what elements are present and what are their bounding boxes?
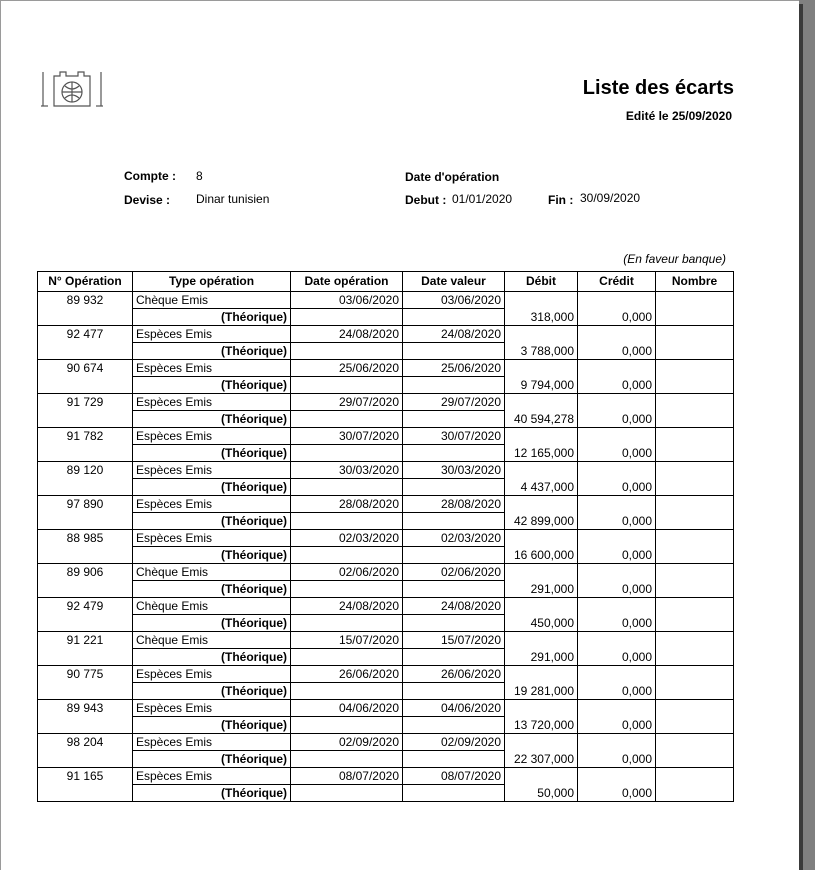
report-title: Liste des écarts <box>582 77 734 99</box>
cell-theoretical-date-operation <box>291 717 403 734</box>
cell-date-valeur: 24/08/2020 <box>403 598 505 615</box>
table-row <box>38 598 734 615</box>
cell-theoretical-date-valeur <box>403 309 505 326</box>
cell-theoretical-date-operation <box>291 343 403 360</box>
cell-num-operation: 88 985 <box>38 530 133 564</box>
cell-type-operation: Chèque Emis <box>133 292 291 309</box>
edit-date-line <box>626 109 732 123</box>
cell-nombre <box>656 496 734 530</box>
cell-debit: 19 281,000 <box>505 666 578 700</box>
cell-num-operation: 89 932 <box>38 292 133 326</box>
cell-date-operation: 02/03/2020 <box>291 530 403 547</box>
cell-theoretical-date-operation <box>291 547 403 564</box>
cell-type-operation: Espèces Emis <box>133 360 291 377</box>
cell-debit: 50,000 <box>505 768 578 802</box>
cell-type-operation: Espèces Emis <box>133 734 291 751</box>
devise-value: Dinar tunisien <box>196 192 270 206</box>
cell-nombre <box>656 360 734 394</box>
cell-debit: 291,000 <box>505 632 578 666</box>
cell-date-operation: 03/06/2020 <box>291 292 403 309</box>
cell-date-valeur: 29/07/2020 <box>403 394 505 411</box>
cell-theoretical-label: (Théorique) <box>133 377 291 394</box>
table-row <box>38 734 734 751</box>
cell-date-operation: 30/03/2020 <box>291 462 403 479</box>
cell-date-valeur: 28/08/2020 <box>403 496 505 513</box>
cell-credit: 0,000 <box>578 734 656 768</box>
cell-credit: 0,000 <box>578 360 656 394</box>
cell-theoretical-date-valeur <box>403 377 505 394</box>
cell-date-operation: 02/09/2020 <box>291 734 403 751</box>
cell-date-valeur: 24/08/2020 <box>403 326 505 343</box>
table-row <box>38 666 734 683</box>
cell-theoretical-date-valeur <box>403 785 505 802</box>
header-type-operation: Type opération <box>133 272 291 292</box>
cell-type-operation: Espèces Emis <box>133 768 291 785</box>
cell-type-operation: Chèque Emis <box>133 632 291 649</box>
cell-theoretical-label: (Théorique) <box>133 785 291 802</box>
cell-num-operation: 89 943 <box>38 700 133 734</box>
cell-date-valeur: 25/06/2020 <box>403 360 505 377</box>
cell-type-operation: Espèces Emis <box>133 462 291 479</box>
cell-num-operation: 92 479 <box>38 598 133 632</box>
cell-nombre <box>656 394 734 428</box>
cell-date-valeur: 30/03/2020 <box>403 462 505 479</box>
cell-theoretical-date-operation <box>291 785 403 802</box>
cell-num-operation: 98 204 <box>38 734 133 768</box>
cell-nombre <box>656 326 734 360</box>
cell-nombre <box>656 428 734 462</box>
cell-credit: 0,000 <box>578 428 656 462</box>
cell-debit: 4 437,000 <box>505 462 578 496</box>
cell-theoretical-date-valeur <box>403 513 505 530</box>
cell-nombre <box>656 632 734 666</box>
cell-theoretical-label: (Théorique) <box>133 343 291 360</box>
cell-theoretical-label: (Théorique) <box>133 411 291 428</box>
table-row <box>38 462 734 479</box>
cell-num-operation: 90 775 <box>38 666 133 700</box>
cell-theoretical-date-operation <box>291 513 403 530</box>
cell-nombre <box>656 734 734 768</box>
cell-nombre <box>656 292 734 326</box>
cell-debit: 450,000 <box>505 598 578 632</box>
cell-credit: 0,000 <box>578 564 656 598</box>
compte-value: 8 <box>196 169 203 183</box>
cell-theoretical-label: (Théorique) <box>133 445 291 462</box>
cell-credit: 0,000 <box>578 496 656 530</box>
table-row <box>38 564 734 581</box>
debut-value: 01/01/2020 <box>452 192 513 206</box>
cell-theoretical-date-valeur <box>403 411 505 428</box>
cell-credit: 0,000 <box>578 326 656 360</box>
cell-credit: 0,000 <box>578 700 656 734</box>
cell-date-valeur: 26/06/2020 <box>403 666 505 683</box>
cell-theoretical-label: (Théorique) <box>133 717 291 734</box>
cell-theoretical-label: (Théorique) <box>133 649 291 666</box>
cell-nombre <box>656 462 734 496</box>
cell-date-valeur: 03/06/2020 <box>403 292 505 309</box>
cell-date-operation: 29/07/2020 <box>291 394 403 411</box>
cell-type-operation: Espèces Emis <box>133 326 291 343</box>
bank-favor-note: (En faveur banque) <box>623 252 726 266</box>
bank-logo-icon <box>40 68 104 110</box>
cell-date-operation: 30/07/2020 <box>291 428 403 445</box>
cell-num-operation: 90 674 <box>38 360 133 394</box>
cell-date-valeur: 08/07/2020 <box>403 768 505 785</box>
date-operation-label: Date d'opération <box>405 170 500 184</box>
cell-theoretical-date-valeur <box>403 445 505 462</box>
cell-type-operation: Chèque Emis <box>133 564 291 581</box>
devise-label: Devise : <box>124 193 171 207</box>
header-date-valeur: Date valeur <box>403 272 505 292</box>
cell-type-operation: Espèces Emis <box>133 394 291 411</box>
cell-date-operation: 02/06/2020 <box>291 564 403 581</box>
cell-date-operation: 24/08/2020 <box>291 598 403 615</box>
cell-theoretical-date-valeur <box>403 751 505 768</box>
cell-date-valeur: 02/03/2020 <box>403 530 505 547</box>
cell-debit: 318,000 <box>505 292 578 326</box>
cell-debit: 42 899,000 <box>505 496 578 530</box>
page-edge-top <box>0 0 799 1</box>
debut-label: Debut : <box>405 193 447 207</box>
table-row <box>38 360 734 377</box>
edit-date: 25/09/2020 <box>671 109 732 123</box>
cell-nombre <box>656 530 734 564</box>
table-row <box>38 496 734 513</box>
cell-credit: 0,000 <box>578 598 656 632</box>
cell-type-operation: Espèces Emis <box>133 496 291 513</box>
cell-date-valeur: 30/07/2020 <box>403 428 505 445</box>
cell-nombre <box>656 564 734 598</box>
cell-theoretical-date-operation <box>291 479 403 496</box>
table-row <box>38 326 734 343</box>
header-date-operation: Date opération <box>291 272 403 292</box>
cell-num-operation: 89 906 <box>38 564 133 598</box>
cell-num-operation: 89 120 <box>38 462 133 496</box>
cell-theoretical-label: (Théorique) <box>133 309 291 326</box>
edit-label: Edité le <box>625 109 669 123</box>
cell-debit: 16 600,000 <box>505 530 578 564</box>
cell-date-operation: 08/07/2020 <box>291 768 403 785</box>
cell-theoretical-label: (Théorique) <box>133 751 291 768</box>
table-header-row <box>38 272 734 292</box>
cell-debit: 291,000 <box>505 564 578 598</box>
cell-type-operation: Espèces Emis <box>133 666 291 683</box>
cell-date-operation: 15/07/2020 <box>291 632 403 649</box>
cell-nombre <box>656 598 734 632</box>
cell-nombre <box>656 666 734 700</box>
cell-theoretical-date-operation <box>291 649 403 666</box>
fin-value: 30/09/2020 <box>580 191 641 205</box>
table-row <box>38 700 734 717</box>
cell-theoretical-label: (Théorique) <box>133 683 291 700</box>
cell-theoretical-date-operation <box>291 615 403 632</box>
fin-label: Fin : <box>548 193 574 207</box>
table-row <box>38 394 734 411</box>
table-row <box>38 292 734 309</box>
cell-credit: 0,000 <box>578 394 656 428</box>
cell-num-operation: 91 165 <box>38 768 133 802</box>
cell-date-operation: 26/06/2020 <box>291 666 403 683</box>
cell-theoretical-date-operation <box>291 751 403 768</box>
cell-theoretical-label: (Théorique) <box>133 547 291 564</box>
cell-credit: 0,000 <box>578 666 656 700</box>
header-debit: Débit <box>505 272 578 292</box>
cell-num-operation: 91 221 <box>38 632 133 666</box>
cell-theoretical-label: (Théorique) <box>133 479 291 496</box>
cell-type-operation: Espèces Emis <box>133 428 291 445</box>
compte-label: Compte : <box>124 169 176 183</box>
cell-num-operation: 91 729 <box>38 394 133 428</box>
table-row <box>38 768 734 785</box>
cell-date-operation: 04/06/2020 <box>291 700 403 717</box>
cell-theoretical-label: (Théorique) <box>133 513 291 530</box>
cell-date-operation: 24/08/2020 <box>291 326 403 343</box>
cell-theoretical-date-valeur <box>403 717 505 734</box>
cell-type-operation: Espèces Emis <box>133 530 291 547</box>
cell-date-valeur: 04/06/2020 <box>403 700 505 717</box>
cell-nombre <box>656 768 734 802</box>
cell-nombre <box>656 700 734 734</box>
header-nombre: Nombre <box>656 272 734 292</box>
cell-credit: 0,000 <box>578 292 656 326</box>
cell-type-operation: Espèces Emis <box>133 700 291 717</box>
cell-theoretical-date-operation <box>291 411 403 428</box>
header-credit: Crédit <box>578 272 656 292</box>
cell-theoretical-date-operation <box>291 377 403 394</box>
cell-type-operation: Chèque Emis <box>133 598 291 615</box>
cell-debit: 9 794,000 <box>505 360 578 394</box>
cell-theoretical-date-valeur <box>403 683 505 700</box>
cell-debit: 22 307,000 <box>505 734 578 768</box>
cell-date-operation: 28/08/2020 <box>291 496 403 513</box>
cell-theoretical-date-valeur <box>403 343 505 360</box>
cell-theoretical-date-valeur <box>403 615 505 632</box>
header-num-operation: N° Opération <box>38 272 133 292</box>
cell-theoretical-date-valeur <box>403 581 505 598</box>
cell-debit: 40 594,278 <box>505 394 578 428</box>
table-row <box>38 632 734 649</box>
cell-num-operation: 97 890 <box>38 496 133 530</box>
cell-date-valeur: 02/09/2020 <box>403 734 505 751</box>
cell-theoretical-date-operation <box>291 309 403 326</box>
page-edge-left <box>0 0 1 870</box>
cell-debit: 12 165,000 <box>505 428 578 462</box>
table-row <box>38 428 734 445</box>
cell-theoretical-date-operation <box>291 683 403 700</box>
cell-credit: 0,000 <box>578 462 656 496</box>
cell-theoretical-label: (Théorique) <box>133 615 291 632</box>
cell-num-operation: 91 782 <box>38 428 133 462</box>
cell-theoretical-date-operation <box>291 445 403 462</box>
cell-credit: 0,000 <box>578 530 656 564</box>
cell-theoretical-date-valeur <box>403 547 505 564</box>
cell-theoretical-date-valeur <box>403 649 505 666</box>
cell-debit: 13 720,000 <box>505 700 578 734</box>
cell-date-operation: 25/06/2020 <box>291 360 403 377</box>
cell-theoretical-date-valeur <box>403 479 505 496</box>
cell-credit: 0,000 <box>578 768 656 802</box>
operations-table <box>37 271 734 802</box>
cell-theoretical-date-operation <box>291 581 403 598</box>
cell-date-valeur: 02/06/2020 <box>403 564 505 581</box>
table-row <box>38 530 734 547</box>
cell-theoretical-label: (Théorique) <box>133 581 291 598</box>
cell-credit: 0,000 <box>578 632 656 666</box>
cell-date-valeur: 15/07/2020 <box>403 632 505 649</box>
cell-num-operation: 92 477 <box>38 326 133 360</box>
cell-debit: 3 788,000 <box>505 326 578 360</box>
